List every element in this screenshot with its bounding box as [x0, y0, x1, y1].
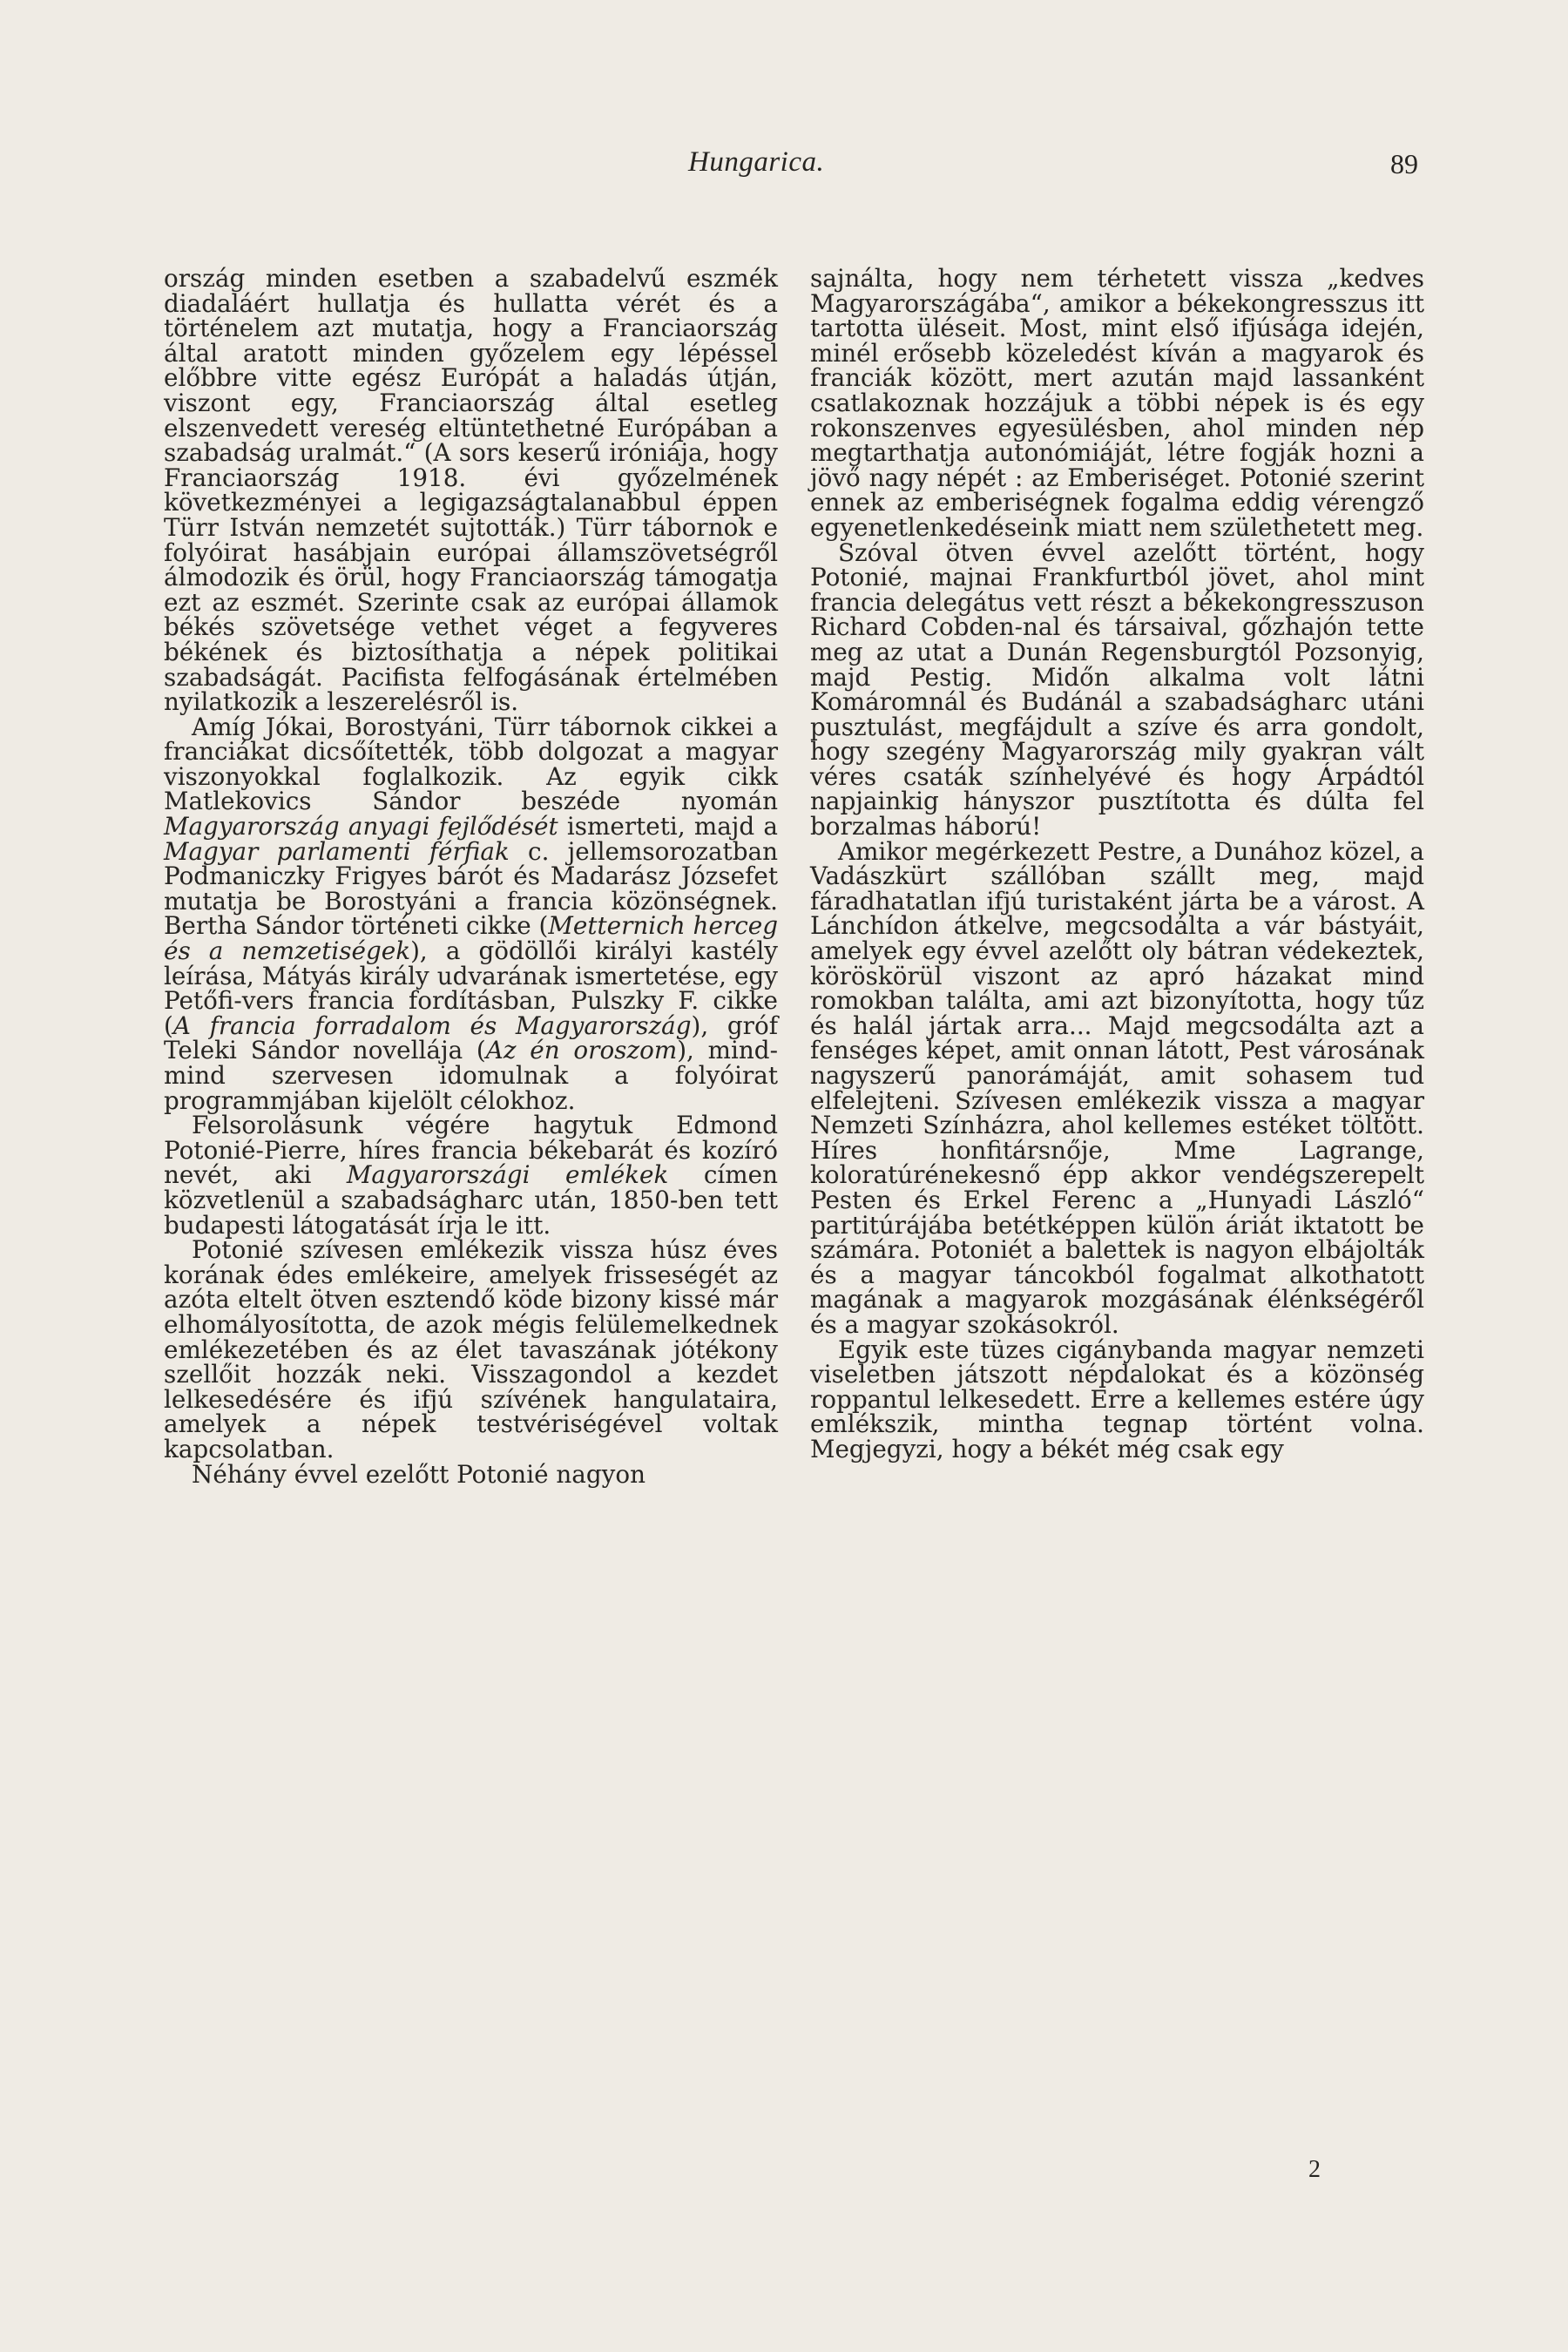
italic-title: Az én oroszom — [485, 1036, 678, 1065]
paragraph — [164, 1113, 778, 1238]
text-run: Felsorolásunk végére hagytuk Edmond Potonié-Pierre, híres francia békebarát és kozíró nevét, aki — [164, 1111, 778, 1190]
paragraph — [810, 1335, 1424, 1463]
text-run: ország minden esetben a szabadelvű eszmék diadaláért hullatja és hullatta vérét és a történelem azt mutatja, hogy a Franciaország által aratott minden győzelem egy lépéssel előbbre vitte egész Európát a haladás útján, viszont egy, Franciaország által esetleg elszenvedett vereség eltüntethetné Európában a szabadság uralmát.“ (A sors keserű iróniája, hogy Franciaország 1918. évi győzelmének következményei a legigazságtalanabbul éppen Türr István nemzetét sujtották.) Türr tábornok e folyóirat hasábjain európai államszövetségről álmodozik és örül, hogy Franciaország támogatja ezt az eszmét. Szerinte csak az európai államok békés szövetsége vethet véget a fegyveres békének és biztosíthatja a népek politikai szabadságát. Pacifista felfogásának értelmében nyilatkozik a leszerelésről is. — [164, 264, 778, 717]
text-run: ), gróf Teleki Sándor novellája ( — [164, 1010, 778, 1065]
italic-title: Magyar parlamenti férfiak — [164, 836, 510, 866]
paragraph — [164, 264, 778, 717]
text-run: sajnálta, hogy nem térhetett vissza „kedves Magyarországába“, amikor a békekongresszus itt tartotta üléseit. Most, mint első ifjúsága idején, minél erősebb közeledést kíván a magyarok és franciák között, mert azután majd lassanként csatlakoznak hozzájuk a többi népek is és egy rokonszenves egyesülésben, ahol minden nép megtarthatja autonómiáját, létre fogják hozni a jövő nagy népét : az Emberiséget. Potonié szerint ennek az emberiségnek fogalma eddig vérengző egyenetlenkedéseink miatt nem születhetett meg. — [810, 264, 1424, 542]
text-run: Amíg Jókai, Borostyáni, Türr tábornok cikkei a franciákat dicsőítették, több dolgozat a magyar viszonyokkal foglalkozik. Az egyik cikk Matlekovics Sándor beszéde nyomán — [164, 712, 778, 816]
text-run: Szóval ötven évvel azelőtt történt, hogy Potonié, majnai Frankfurtból jövet, ahol mint francia delegátus vett részt a békekongresszuson Richard Cobden-nal és társaival, gőzhajón tette meg az utat a Dunán Regensburgtól Pozsonyig, majd Pestig. Midőn alkalma volt látni Komáromnál és Budánál a szabadságharc utáni pusztulást, megfájdult a szíve és arra gondolt, hogy szegény Magyarország mily gyakran vált véres csaták színhelyévé és hogy Árpádtól napjainkig hányszor pusztította és dúlta fel borzalmas háború! — [810, 537, 1424, 841]
paragraph — [810, 264, 1424, 542]
page-number: 89 — [1390, 148, 1418, 179]
text-run: c. jellemsorozatban Podmaniczky Frigyes bárót és Madarász Józsefet mutatja be Borostyáni a francia közönségnek. Bertha Sándor történeti cikke ( — [164, 836, 778, 941]
italic-title: A francia forradalom és Magyarország — [172, 1010, 692, 1040]
paragraph — [164, 712, 779, 1115]
text-run: Egyik este tüzes cigánybanda magyar nemzeti viseletben játszott népdalokat és a közönség roppantul lelkesedett. Erre a kellemes estére úgy emlékszik, mintha tegnap történt volna. Megjegyzi, hogy a békét még csak egy — [810, 1335, 1424, 1463]
paragraph — [164, 1459, 778, 1489]
text-run: Potonié szívesen emlékezik vissza húsz éves korának édes emlékeire, amelyek frisseségét az azóta eltelt ötven esztendő köde bizony kissé már elhomályosította, de azok mégis felülemelkednek emlékezetében és az élet tavaszának jótékony szellőit hozzák neki. Visszagondol a kezdet lelkesedésére és ifjú szívének hangulataira, amelyek a népek testvériségével voltak kapcsolatban. — [164, 1235, 778, 1463]
paragraph — [164, 1235, 778, 1463]
signature-mark: 2 — [1308, 2156, 1321, 2183]
italic-title: Magyarország anyagi fejlődését — [164, 812, 558, 841]
running-head: Hungarica. — [688, 146, 825, 178]
italic-title: Magyarországi emlékek — [346, 1160, 669, 1190]
paragraph — [810, 537, 1424, 841]
left-column — [164, 264, 779, 1489]
text-run: ismerteti, majd a — [558, 812, 778, 841]
text-run: Amikor megérkezett Pestre, a Dunához közel, a Vadászkürt szállóban szállt meg, majd fáradhatatlan ifjú turistaként járta be a várost. A Lánchídon átkelve, megcsodálta a vár bástyáit, amelyek egy évvel azelőtt oly bátran védekeztek, köröskörül viszont az apró házakat mind romokban találta, ami azt bizonyította, hogy tűz és halál jártak arra... Majd megcsodálta azt a fenséges képet, amit onnan látott, Pest városának nagyszerű panorámáját, amit sohasem tud elfelejteni. Szívesen emlékezik vissza a magyar Nemzeti Színházra, ahol kellemes estéket töltött. Híres honfitársnője, Mme Lagrange, koloratúrénekesnő épp akkor vendégszerepelt Pesten és Erkel Ferenc a „Hunyadi László“ partitúrájába betétképpen külön áriát iktatott be számára. Potoniét a balettek is nagyon elbájolták és a magyar táncokból fogalmat alkothatott magának a magyarok mozgásának élénkségéről és a magyar szokásokról. — [810, 836, 1424, 1339]
italic-title: Metternich herceg és a nemzetiségek — [164, 911, 779, 966]
text-run: címen közvetlenül a szabadságharc után, 1850-ben tett budapesti látogatását írja le itt. — [164, 1160, 778, 1240]
text-run: ), mind-mind szervesen idomulnak a folyóirat programmjában kijelölt célokhoz. — [164, 1036, 778, 1115]
text-run: Néhány évvel ezelőtt Potonié nagyon — [192, 1459, 645, 1489]
text-run: ), a gödöllői királyi kastély leírása, Mátyás király udvarának ismertetése, egy Petőfi-vers francia fordításban, Pulszky F. cikke ( — [164, 936, 778, 1040]
right-column — [810, 264, 1424, 1463]
paragraph — [810, 836, 1424, 1339]
